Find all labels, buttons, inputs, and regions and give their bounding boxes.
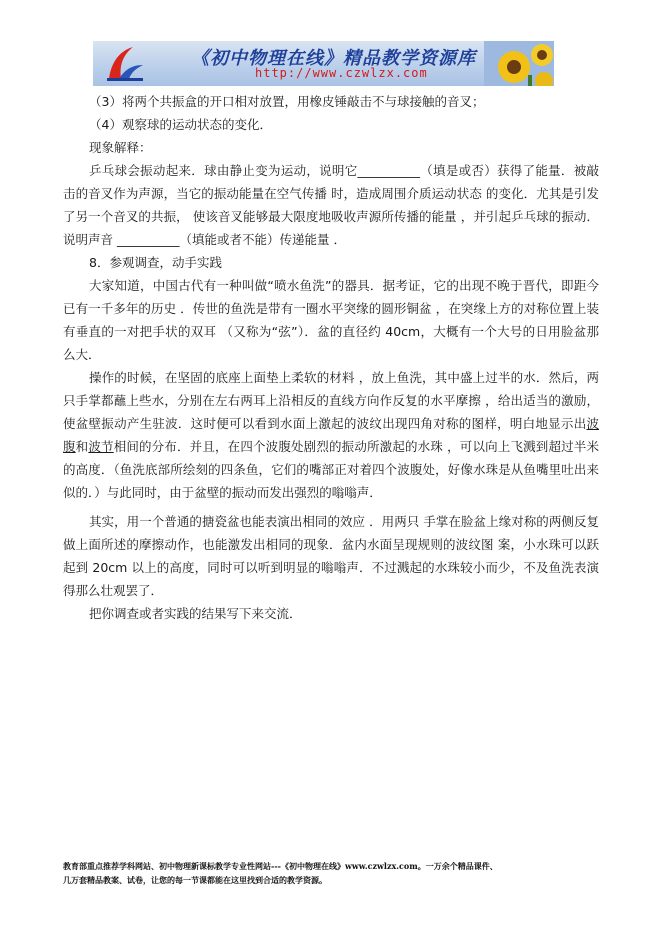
banner-title: 《初中物理在线》精品教学资源库	[191, 48, 476, 69]
footer-line-2: 几万套精品教案、试卷，让您的每一节课都能在这里找到合适的教学资源。	[63, 875, 327, 885]
footer-line-1: 教育部重点推荐学科网站、初中物理新课标教学专业性网站---《初中物理在线》www.czwlzx.com。一万余个精品课件、	[63, 861, 498, 871]
enamel-basin-paragraph: 其实，用一个普通的搪瓷盆也能表演出相同的效应 ．用两只 手掌在脸盆上缘对称的两侧反复做上面所述的摩擦动作，也能激发出相同的现象．盆内水面呈现规则的波纹图 案，小水珠可以跃起到 20cm 以上的高度，同时可以听到明显的嗡嗡声．不过溅起的水珠较小而少，不及鱼洗表演得那么壮观罢了．	[63, 514, 599, 598]
step-3-text: （3）将两个共振盒的开口相对放置，用橡皮锤敲击不与球接触的音叉；	[89, 94, 485, 109]
operation-text-b: 相间的分布．并且，在四个波腹处剧烈的振动所激起的水珠 ，可以向上飞溅到超过半米的高度．（鱼洗底部所绘刻的四条鱼，它们的嘴部正对着四个波腹处，好像水珠是从鱼嘴里吐出来似的．）与此同时，由于盆壁的振动而发出强烈的嗡嗡声．	[63, 439, 599, 500]
page-footer	[63, 859, 603, 887]
site-logo-icon	[103, 45, 145, 83]
explanation-paragraph: 乒乓球会振动起来．球由静止变为运动，说明它__________（填是或否）获得了能量．被敲击的音叉作为声源，当它的振动能量在空气传播 时，造成周围介质运动状态 的变化．尤其是引发了另一个音叉的共振， 使该音叉能够最大限度地吸收声源所传播的能量 ，并引起乒乓球的振动．说明声音 __________（填能或者不能）传递能量 ．	[63, 163, 599, 247]
intro-paragraph: 大家知道，中国古代有一种叫做“喷水鱼洗”的器具．据考证，它的出现不晚于晋代，即距今已有一千多年的历史 ．传世的鱼洗是带有一圈水平突缘的圆形铜盆 ，在突缘上方的对称位置上装有垂直的一对把手状的双耳 （又称为“弦”）．盆的直径约 40cm，大概有一个大号的日用脸盆那么大．	[63, 278, 599, 362]
sunflower-icon	[484, 41, 554, 86]
banner-url[interactable]: http://www.czwlzx.com	[255, 66, 428, 80]
task-paragraph: 把你调查或者实践的结果写下来交流．	[89, 606, 302, 621]
section-8-heading: 8．参观调查，动手实践	[89, 255, 222, 270]
wave-belly-term: 波腹	[63, 416, 599, 454]
operation-paragraph	[63, 366, 599, 504]
wave-node-term: 波节	[88, 439, 114, 454]
and-text: 和	[75, 439, 89, 454]
header-banner	[93, 41, 554, 86]
operation-text-a: 操作的时候，在坚固的底座上面垫上柔软的材料 ，放上鱼洗，其中盛上过半的水．然后，两只手掌都蘸上些水，分别在左右两耳上沿相反的直线方向作反复的水平摩擦 ，给出适当的激励，使盆壁振动产生驻波．这时便可以看到水面上激起的波纹出现四角对称的图样，明白地显示出	[63, 370, 599, 431]
step-4-text: （4）观察球的运动状态的变化．	[89, 117, 272, 132]
document-body	[63, 90, 599, 625]
phenomenon-heading: 现象解释：	[89, 140, 152, 155]
